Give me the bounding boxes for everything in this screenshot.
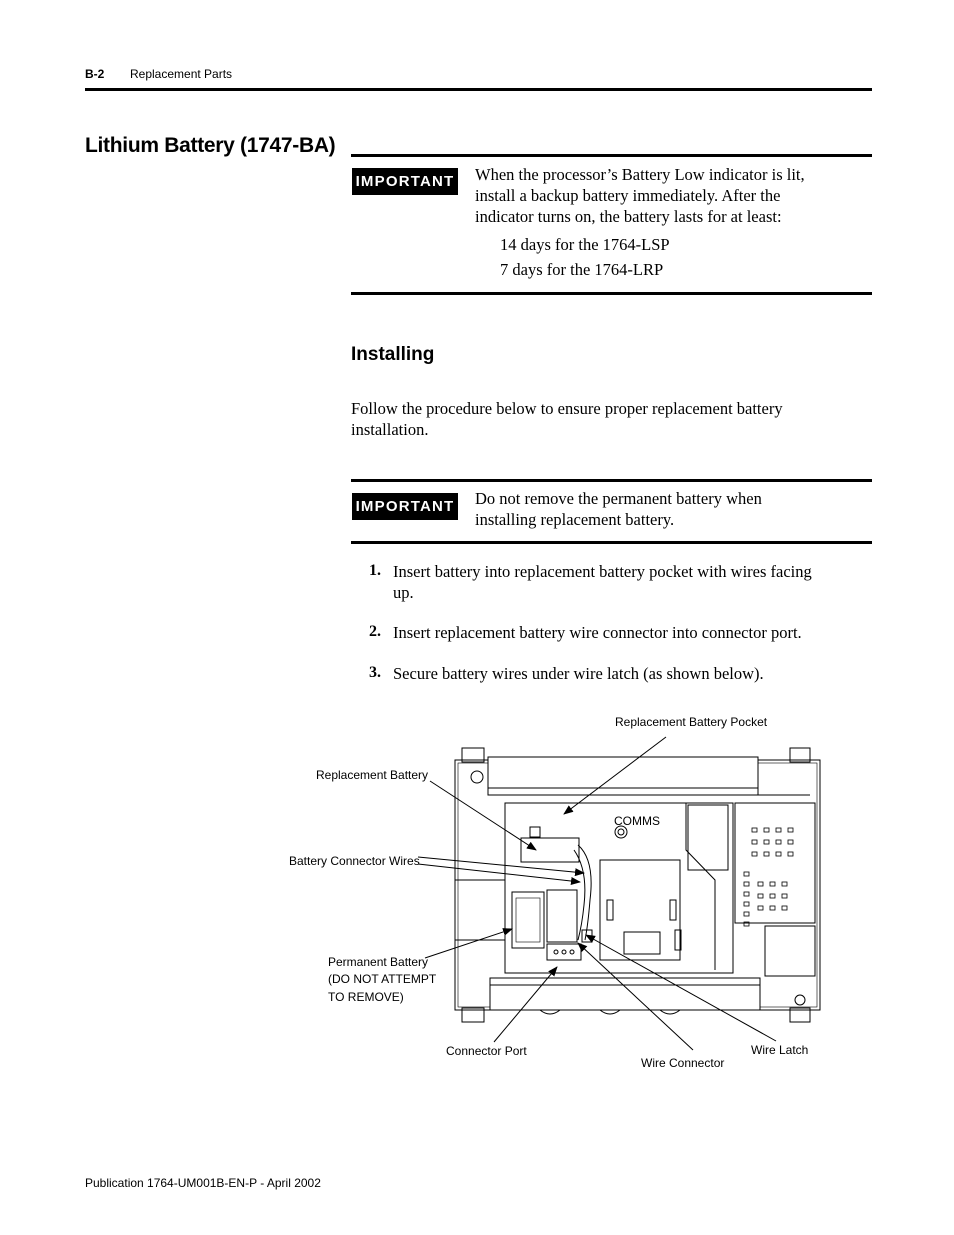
important-bottom-rule <box>351 541 872 544</box>
important-text: When the processor’s Battery Low indicator is lit, install a backup battery immediately. After the indicator turns on, the battery lasts for at least: <box>475 165 805 226</box>
label-wire-connector: Wire Connector <box>641 1056 725 1070</box>
battery-installation-diagram <box>280 705 840 1085</box>
step-text: Insert battery into replacement battery pocket with wires facing up. <box>393 562 812 602</box>
important-top-rule <box>351 154 872 157</box>
led-indicator-grid <box>744 828 793 926</box>
comms-port-label: COMMS <box>614 814 660 828</box>
label-wire-latch: Wire Latch <box>751 1043 809 1057</box>
battery-duration-list <box>500 234 670 280</box>
step-number: 2. <box>369 623 381 640</box>
controller-body <box>455 748 820 1022</box>
label-replacement-battery: Replacement Battery <box>316 768 429 782</box>
subsection-title: Installing <box>351 344 435 365</box>
publication-footer: Publication 1764-UM001B-EN-P - April 2002 <box>85 1176 321 1190</box>
important-badge: IMPORTANT <box>352 168 458 195</box>
important-badge: IMPORTANT <box>352 493 458 520</box>
label-permanent-battery: (DO NOT ATTEMPT <box>328 972 437 986</box>
step-number: 1. <box>369 562 381 579</box>
important-bottom-rule <box>351 292 872 295</box>
step-text: Secure battery wires under wire latch (as shown below). <box>393 664 764 683</box>
label-permanent-battery: Permanent Battery <box>328 955 429 969</box>
list-item: 14 days for the 1764-LSP <box>500 235 670 254</box>
intro-paragraph: Follow the procedure below to ensure proper replacement battery installation. <box>351 399 783 439</box>
label-connector-port: Connector Port <box>446 1044 527 1058</box>
page-code: B-2 <box>85 67 105 81</box>
header-rule <box>85 88 872 91</box>
list-item: 7 days for the 1764-LRP <box>500 260 664 279</box>
step-text: Insert replacement battery wire connector into connector port. <box>393 623 802 642</box>
step-number: 3. <box>369 664 381 681</box>
section-title: Lithium Battery (1747-BA) <box>85 134 336 157</box>
important-text: Do not remove the permanent battery when installing replacement battery. <box>475 489 762 529</box>
label-permanent-battery: TO REMOVE) <box>328 990 404 1004</box>
label-replacement-battery-pocket: Replacement Battery Pocket <box>615 715 768 729</box>
running-header-title: Replacement Parts <box>130 67 233 81</box>
label-battery-connector-wires: Battery Connector Wires <box>289 854 420 868</box>
important-top-rule <box>351 479 872 482</box>
